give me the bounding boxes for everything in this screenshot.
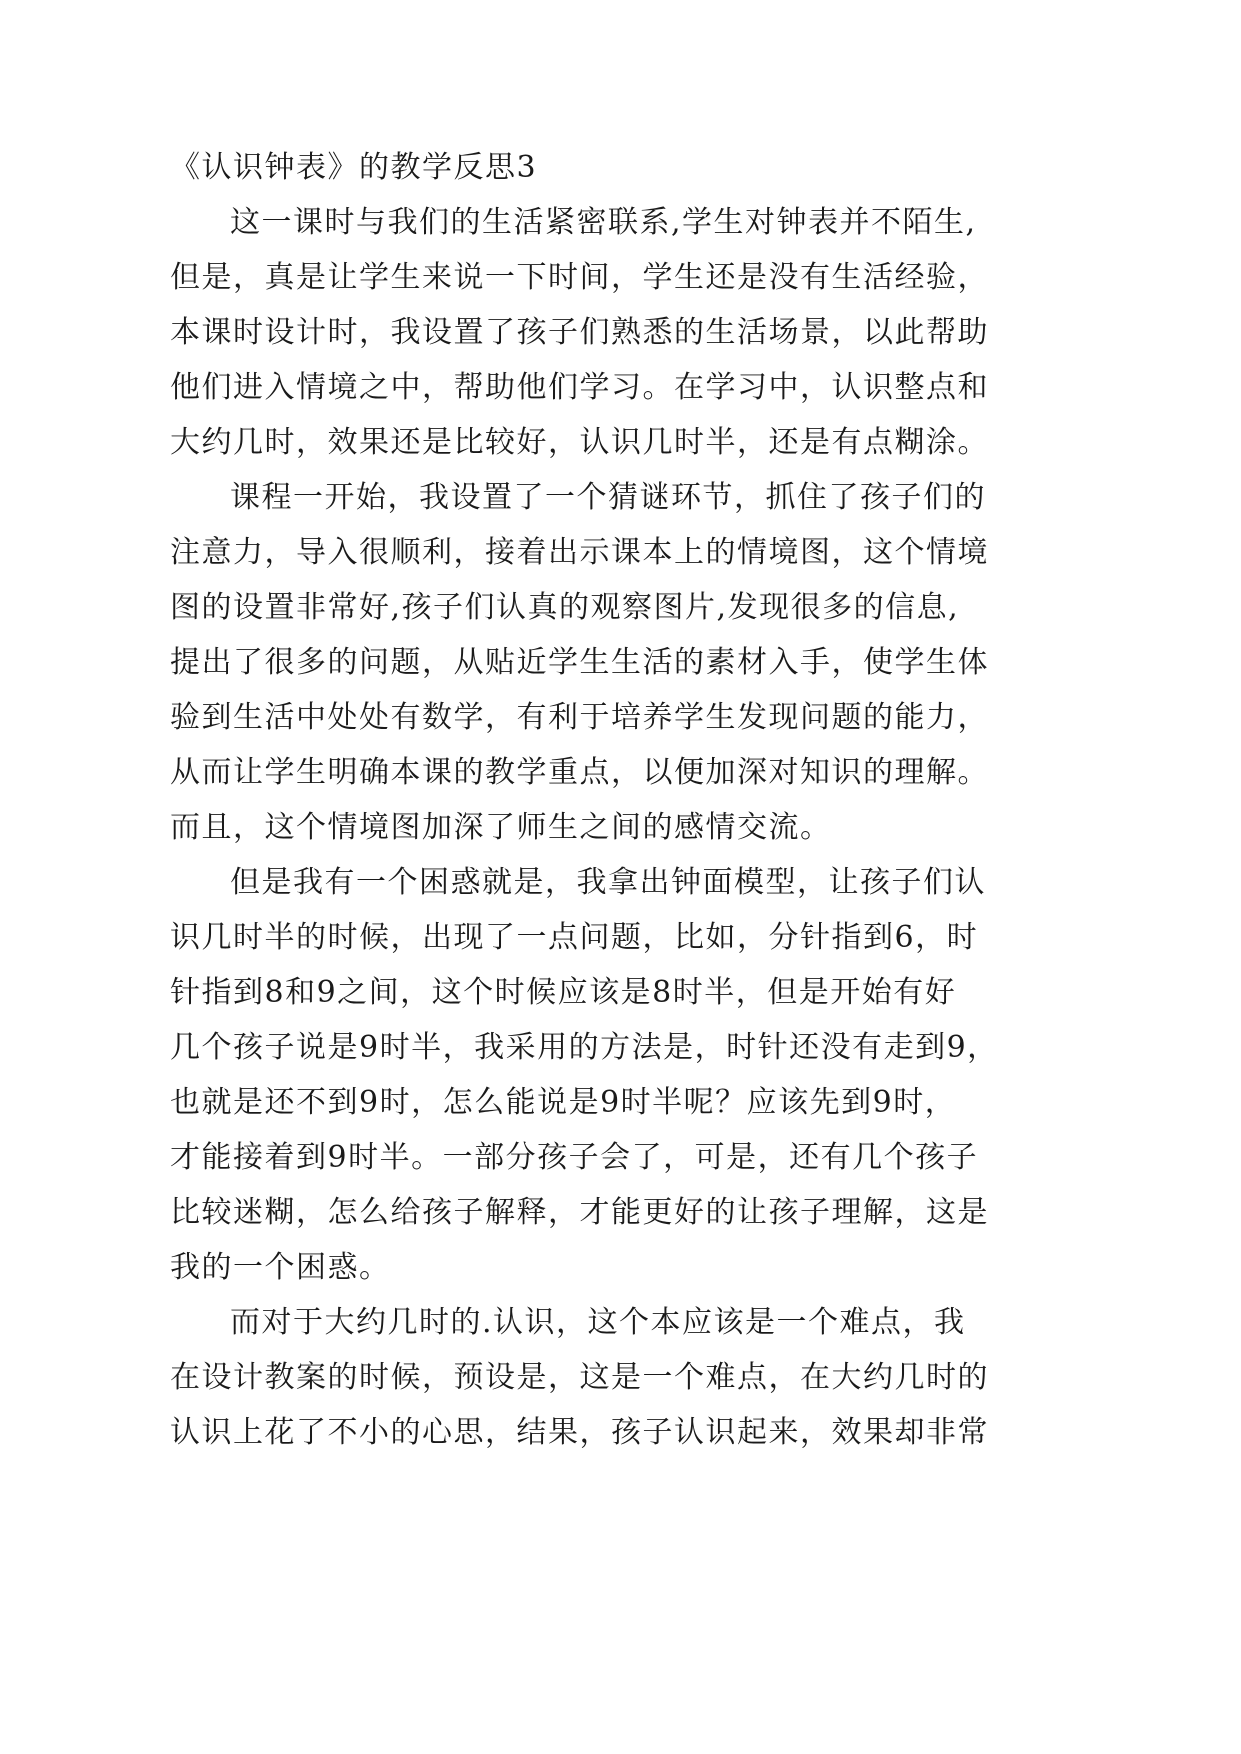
text-line: 在设计教案的时候，预设是，这是一个难点，在大约几时的	[170, 1360, 989, 1395]
text-line: 注意力，导入很顺利，接着出示课本上的情境图，这个情境	[170, 535, 989, 570]
text-line: 识几时半的时候，出现了一点问题，比如，分针指到6，时	[170, 920, 979, 955]
text-line: 但是，真是让学生来说一下时间，学生还是没有生活经验，	[170, 260, 989, 295]
text-line: 几个孩子说是9时半，我采用的方法是，时针还没有走到9，	[170, 1030, 999, 1065]
text-line: 针指到8和9之间，这个时候应该是8时半，但是开始有好	[170, 975, 957, 1010]
document-title: 《认识钟表》的教学反思3	[170, 150, 538, 185]
text-line: 但是我有一个困惑就是，我拿出钟面模型，让孩子们认	[230, 865, 986, 900]
text-line: 我的一个困惑。	[170, 1250, 391, 1285]
text-line: 大约几时，效果还是比较好，认识几时半，还是有点糊涂。	[170, 425, 989, 460]
text-line: 才能接着到9时半。一部分孩子会了，可是，还有几个孩子	[170, 1140, 979, 1175]
text-line: 也就是还不到9时，怎么能说是9时半呢？应该先到9时，	[170, 1085, 957, 1120]
text-line: 而且，这个情境图加深了师生之间的感情交流。	[170, 810, 832, 845]
text-line: 验到生活中处处有数学，有利于培养学生发现问题的能力，	[170, 700, 989, 735]
text-line: 本课时设计时，我设置了孩子们熟悉的生活场景，以此帮助	[170, 315, 989, 350]
text-line: 提出了很多的问题，从贴近学生生活的素材入手，使学生体	[170, 645, 989, 680]
text-line: 这一课时与我们的生活紧密联系,学生对钟表并不陌生,	[230, 205, 977, 240]
text-line: 课程一开始，我设置了一个猜谜环节，抓住了孩子们的	[230, 480, 986, 515]
text-line: 比较迷糊，怎么给孩子解释，才能更好的让孩子理解，这是	[170, 1195, 989, 1230]
text-line: 他们进入情境之中，帮助他们学习。在学习中，认识整点和	[170, 370, 989, 405]
text-line: 图的设置非常好,孩子们认真的观察图片,发现很多的信息,	[170, 590, 960, 625]
text-line: 从而让学生明确本课的教学重点，以便加深对知识的理解。	[170, 755, 989, 790]
text-line: 认识上花了不小的心思，结果，孩子认识起来，效果却非常	[170, 1415, 989, 1450]
text-line: 而对于大约几时的.认识，这个本应该是一个难点，我	[230, 1305, 966, 1340]
